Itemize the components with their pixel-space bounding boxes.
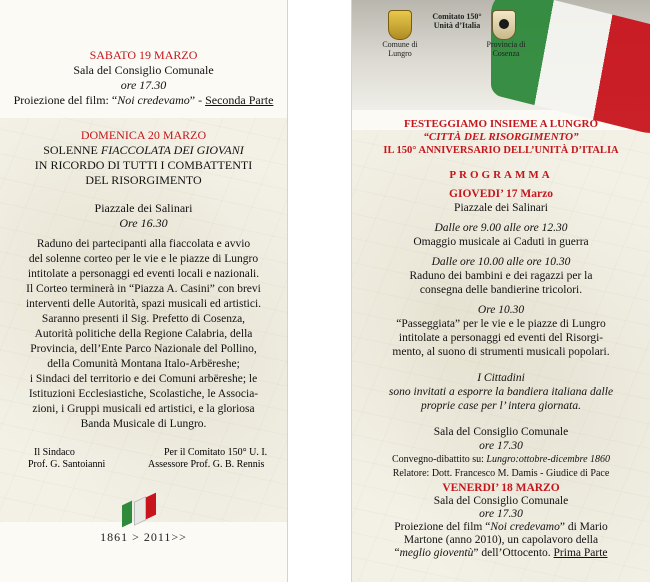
domenica-place: Piazzale dei Salinari [94, 201, 193, 215]
desc-line: Istituzioni Ecclesiastiche, Scolastiche, le Associa- [28, 388, 259, 400]
conv-topic: Lungro:ottobre-dicembre 1860 [486, 454, 611, 465]
line1-a: SOLENNE [43, 143, 101, 157]
domenica-line1 [0, 143, 287, 158]
venerdi-film-line3 [352, 547, 650, 560]
film-title: Noi credevamo [117, 93, 190, 107]
f1-suffix: ” di Mario [559, 521, 608, 533]
domenica-date: DOMENICA 20 MARZO [80, 128, 207, 142]
conv-time: ore 17.30 [479, 440, 523, 452]
description-block [0, 237, 287, 432]
desc-line: intitolate a personaggi ed eventi locali e nazionali. [27, 268, 260, 280]
giovedi-date: GIOVEDI’ 17 Marzo [449, 188, 553, 200]
desc-line: Raduno dei partecipanti alla fiaccolata e avvio [36, 238, 251, 250]
cosenza-crest-icon [492, 10, 516, 40]
venerdi-time: ore 17.30 [479, 508, 523, 520]
desc-line: i Sindaci del territorio e dei Comuni arbëreshe; le [29, 373, 258, 385]
giovedi-section [352, 187, 650, 481]
desc-line: Provincia, dell’Ente Parco Nazionale del Pollino, [30, 343, 257, 355]
film-part: Seconda Parte [205, 93, 274, 107]
footer-years: 1861 > 2011>> [100, 530, 187, 544]
sabato-date: SABATO 19 MARZO [89, 48, 198, 62]
title-block [352, 118, 650, 157]
venerdi-film-line2: Martone (anno 2010), un capolavoro della [403, 534, 599, 546]
signature-comitato [148, 447, 267, 471]
desc-line: Banda Musicale di Lungro. [80, 418, 207, 430]
venerdi-place: Sala del Consiglio Comunale [433, 495, 569, 507]
event3-text: “Passeggiata” per le vie e le piazze di Lungro [396, 318, 606, 330]
sabato-film [0, 93, 287, 108]
sabato-section [0, 48, 287, 108]
f3-quote: “ [394, 547, 400, 559]
tricolor-logo-icon [120, 497, 160, 525]
title-line1: FESTEGGIAMO INSIEME A LUNGRO [403, 118, 599, 130]
desc-line: zioni, i Gruppi musicali ed artistici, e la gloriosa [32, 403, 255, 415]
f3-mid: ” dell’Ottocento. [473, 547, 554, 559]
relatore: Relatore: Dott. Francesco M. Damis - Giudice di Pace [392, 468, 610, 479]
comitato-title: Per il Comitato 150° U. I. [164, 447, 268, 458]
desc-line: Il Corteo terminerà in “Piazza A. Casini” con brevi [26, 283, 261, 295]
film-prefix: Proiezione del film: “ [13, 93, 118, 107]
event3-time: Ore 10.30 [477, 304, 525, 316]
giovedi-place: Piazzale dei Salinari [454, 202, 548, 214]
comitato-name: Assessore Prof. G. B. Rennis [148, 459, 265, 470]
signature-sindaco [28, 447, 105, 471]
sindaco-name: Prof. G. Santoianni [28, 459, 106, 470]
conv-topic-line [352, 453, 650, 467]
right-page [351, 0, 650, 582]
domenica-time: Ore 16.30 [119, 216, 168, 230]
event1-time: Dalle ore 9.00 alle ore 12.30 [434, 222, 568, 234]
f3-title: meglio gioventù [399, 547, 474, 559]
event3-text: mento, al suono di strumenti musicali popolari. [392, 346, 610, 358]
venerdi-date: VENERDI’ 18 MARZO [442, 482, 560, 494]
desc-line: del solenne corteo per le vie e le piazze di Lungro [28, 253, 259, 265]
desc-line: Saranno presenti il Sig. Prefetto di Cosenza, [41, 313, 246, 325]
sabato-time: ore 17.30 [120, 78, 167, 92]
event2-text: Raduno dei bambini e dei ragazzi per la [409, 270, 593, 282]
title-line3: IL 150° ANNIVERSARIO DELL’UNITÀ D’ITALIA [383, 145, 619, 156]
comune-label: Comune di Lungro [382, 40, 418, 58]
venerdi-section [352, 482, 650, 560]
venerdi-film-line1 [352, 521, 650, 534]
lungro-crest-icon [388, 10, 412, 40]
domenica-line2: IN RICORDO DI TUTTI I COMBATTENTI [34, 158, 253, 172]
desc-line: della Comunità Montana Italo-Arbëreshe; [47, 358, 240, 370]
title-line2: “CITTÀ DEL RISORGIMENTO” [423, 131, 579, 143]
comitato-label: Comitato 150° Unità d’Italia [432, 12, 482, 30]
invite-line: sono invitati a esporre la bandiera italiana dalle [388, 386, 614, 398]
conv-label: Convegno-dibattito su: [391, 454, 487, 465]
provincia-label: Provincia di Cosenza [486, 40, 526, 58]
f1-title: Noi credevamo [490, 521, 560, 533]
domenica-section [0, 128, 287, 231]
desc-line: interventi delle Autorità, spazi musicali ed artistici. [25, 298, 262, 310]
line1-b: FIACCOLATA DEI GIOVANI [100, 143, 244, 157]
sindaco-title: Il Sindaco [34, 447, 75, 458]
event2-time: Dalle ore 10.00 alle ore 10.30 [431, 256, 571, 268]
event2-text: consegna delle bandierine tricolori. [419, 284, 583, 296]
left-page [0, 0, 288, 582]
desc-line: Autorità politiche della Regione Calabria, della [34, 328, 253, 340]
film-mid: ” - [189, 93, 206, 107]
invite-line: I Cittadini [477, 372, 525, 384]
event3-text: intitolate a personaggi ed eventi del Risorgi- [398, 332, 604, 344]
conv-place: Sala del Consiglio Comunale [433, 426, 569, 438]
domenica-line3: DEL RISORGIMENTO [85, 173, 202, 187]
event1-text: Omaggio musicale ai Caduti in guerra [413, 236, 589, 248]
f3-part: Prima Parte [553, 547, 608, 559]
programma-heading: PROGRAMMA [449, 169, 553, 181]
header-banner [352, 0, 650, 110]
invite-line: proprie case per l’ intera giornata. [421, 400, 581, 412]
f1-prefix: Proiezione del film “ [394, 521, 491, 533]
sabato-place: Sala del Consiglio Comunale [73, 63, 214, 77]
